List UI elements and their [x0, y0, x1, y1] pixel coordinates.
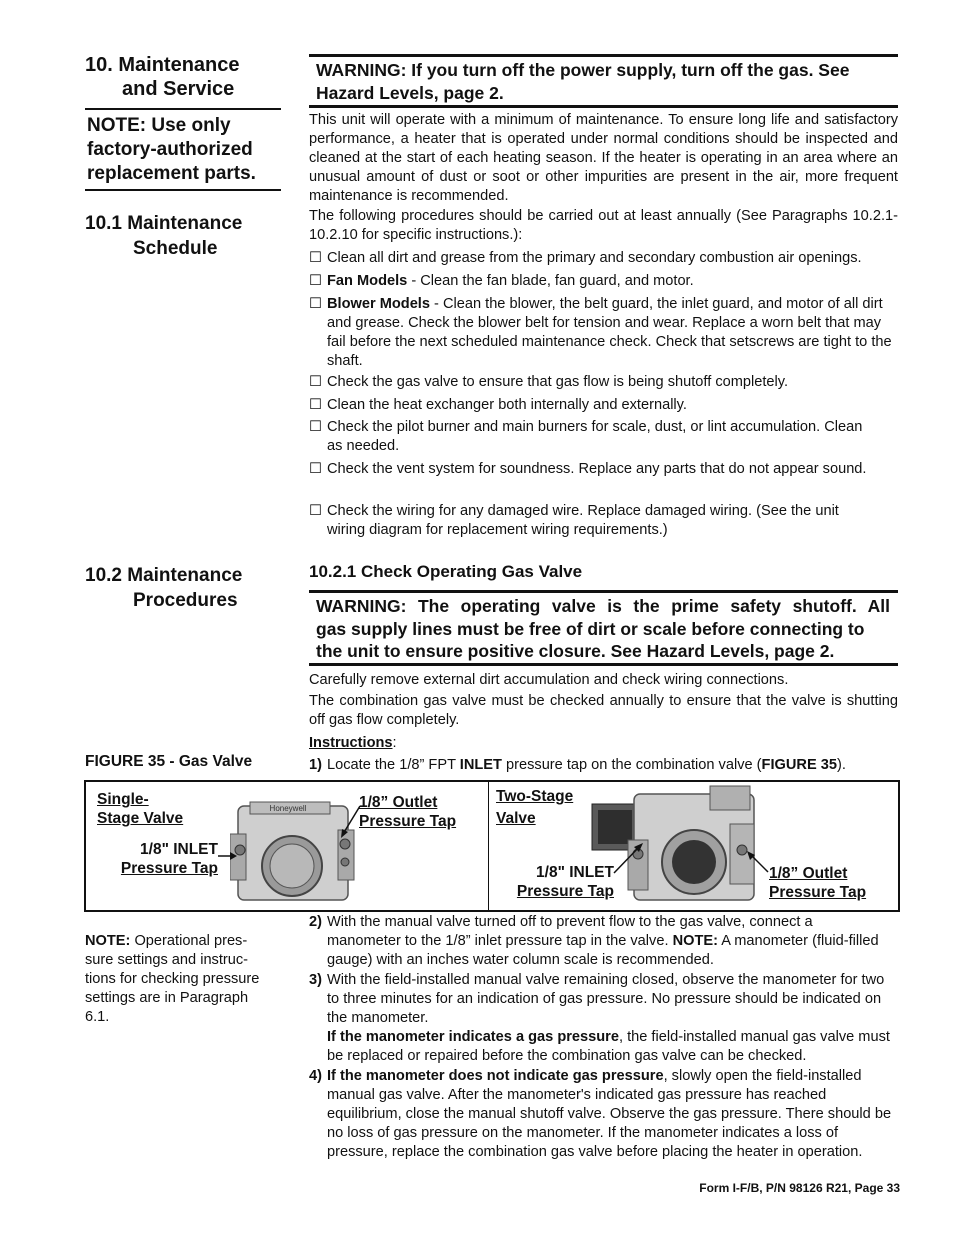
checkbox-icon: ☐ [309, 296, 323, 312]
two-inlet-l2: Pressure Tap [516, 883, 614, 900]
checklist-item [309, 272, 901, 291]
warning2-bottom-rule [309, 663, 898, 666]
step-bold: NOTE: [672, 933, 718, 949]
warning2 [316, 595, 901, 663]
section-title-line2: and Service [122, 78, 235, 100]
step-text: A manometer (fluid-filled gauge) with an inches water column scale is recommended. [327, 933, 879, 968]
checklist-item-text: - Clean the fan blade, fan guard, and motor. [407, 273, 694, 289]
step-1 [309, 756, 901, 775]
checklist-item-bold: Fan Models [327, 273, 408, 289]
step-4 [309, 1067, 901, 1162]
step-bold: FIGURE 35 [761, 757, 837, 773]
single-inlet-label [110, 840, 218, 878]
two-outlet-label [769, 864, 866, 902]
checkbox-icon: ☐ [309, 374, 323, 390]
step-text: ). [836, 757, 846, 773]
single-inlet-arrow [218, 846, 238, 866]
section-title-line1: 10. Maintenance [85, 54, 240, 76]
side-note-l3: tions for checking pressure [85, 971, 260, 987]
checklist-item [309, 249, 901, 268]
checkbox-icon: ☐ [309, 250, 323, 266]
instructions-label-text: Instructions [309, 735, 393, 751]
two-stage-l2: Valve [496, 810, 536, 827]
step-bold: INLET [459, 757, 502, 773]
step-text: , slowly open the field-installed manual gas valve. After the manometer's indicated gas pressure has reached equilibrium, close the manual shutoff valve. Observe the gas pressure. There should be no loss of gas pressure on the manometer. If the manometer indicates a loss of pressure, replace the combination gas valve before placing the heater in operation. [327, 1068, 892, 1160]
warning2-line2: gas supply lines must be free of dirt or scale before connecting to [316, 618, 865, 639]
warning1-line2: Hazard Levels, page 2. [316, 82, 504, 103]
checklist-item [309, 460, 869, 479]
checklist-item [309, 295, 901, 371]
checklist-item [309, 502, 881, 540]
figure-caption: FIGURE 35 - Gas Valve [85, 753, 253, 770]
single-outlet-l2: Pressure Tap [359, 813, 457, 830]
single-stage-l2: Stage Valve [97, 810, 184, 827]
checkbox-icon: ☐ [309, 419, 323, 435]
checkbox-icon: ☐ [309, 273, 323, 289]
checklist-item-text: - Clean the blower, the belt guard, the inlet guard, and motor of all dirt and grease. Check the blower belt for tension and wear. Replace a worn belt that may fail before the next scheduled maintenance check. Check that setscrews are tight to the shaft. [327, 296, 892, 369]
section-title [85, 53, 285, 101]
two-inlet-label [507, 863, 614, 901]
subsection-maintenance-procedures [85, 563, 285, 613]
side-note-l2: sure settings and instruc- [85, 952, 249, 968]
checklist-item-text: Check the pilot burner and main burners for scale, dust, or lint accumulation. Clean as needed. [327, 419, 863, 454]
instructions-label [309, 734, 397, 753]
checklist-item-text: Clean the heat exchanger both internally and externally. [327, 397, 687, 413]
step-text: With the field-installed manual valve remaining closed, observe the manometer for two to three minutes for an indication of gas pressure. No pressure should be indicated on the manometer. [327, 972, 885, 1026]
dirt-paragraph: Carefully remove external dirt accumulation and check wiring connections. [309, 672, 789, 688]
checklist-item-text: Check the vent system for soundness. Replace any parts that do not appear sound. [327, 461, 867, 477]
warning2-line1: WARNING: The operating valve is the prime safety shutoff. All [316, 596, 890, 616]
procedures-paragraph: The following procedures should be carried out at least annually (See Paragraphs 10.2.1-10.2.10 for specific instructions.): [309, 208, 898, 243]
warning1-bottom-rule [309, 105, 898, 108]
parts-note-line2: factory-authorized [87, 139, 253, 160]
single-inlet-l1: 1/8" INLET [140, 841, 218, 858]
step-2 [309, 913, 889, 970]
note-bottom-rule [85, 189, 281, 191]
checklist-item-text: Clean all dirt and grease from the primary and secondary combustion air openings. [327, 250, 862, 266]
checklist-item-text: Check the wiring for any damaged wire. Replace damaged wiring. (See the unit wiring diagram for replacement wiring requirements.) [327, 503, 839, 538]
sub2-line2: Procedures [133, 590, 238, 611]
two-inlet-l1: 1/8" INLET [536, 864, 614, 881]
warning1 [316, 59, 901, 104]
instructions-colon: : [392, 735, 397, 751]
checkbox-icon: ☐ [309, 461, 323, 477]
step-number: 1) [309, 757, 322, 773]
two-inlet-arrow [612, 840, 646, 876]
side-note [85, 932, 285, 1027]
step-number: 2) [309, 914, 322, 930]
checklist-item [309, 396, 901, 415]
subsection-maintenance-schedule [85, 211, 285, 261]
single-outlet-label [359, 793, 456, 831]
single-stage-l1: Single- [97, 791, 149, 808]
sub1-line1: 10.1 Maintenance [85, 213, 243, 234]
two-outlet-arrow [744, 850, 770, 874]
side-note-l1: Operational pres- [130, 933, 248, 949]
figure-divider [488, 782, 489, 910]
intro-paragraph: This unit will operate with a minimum of maintenance. To ensure long life and satisfactory performance, a heater that is operated under normal conditions should be inspected and cleaned at the start of each heating season. If the heater is operating in an area where an unusual amount of dust or soot or other impurities are present in the air, more frequent maintenance is recommended. [309, 112, 898, 204]
step-text: pressure tap on the combination valve ( [501, 757, 762, 773]
side-note-l4: settings are in Paragraph [85, 990, 249, 1006]
step-text: Locate the 1/8” FPT [327, 757, 460, 773]
two-outlet-l2: Pressure Tap [769, 884, 867, 901]
single-outlet-l1: 1/8” Outlet [359, 794, 438, 811]
sub1-line2: Schedule [133, 238, 218, 259]
checklist-item-text: Check the gas valve to ensure that gas flow is being shutoff completely. [327, 374, 789, 390]
two-outlet-l1: 1/8” Outlet [769, 865, 848, 882]
checkbox-icon: ☐ [309, 397, 323, 413]
step-text: With the manual valve turned off to prevent flow to the gas valve, connect a manometer to the 1/8” inlet pressure tap in the valve. [327, 914, 813, 949]
checklist-item [309, 373, 901, 392]
warning2-top-rule [309, 590, 898, 593]
step-bold: If the manometer indicates a gas pressure [327, 1029, 619, 1045]
note-top-rule [85, 108, 281, 110]
combo-valve-paragraph: The combination gas valve must be checked annually to ensure that the valve is shutting off gas flow completely. [309, 693, 898, 728]
side-note-label: NOTE: [85, 933, 131, 949]
parts-note-line3: replacement parts. [87, 163, 256, 184]
valve-brand-label: Honeywell [269, 804, 307, 813]
step-3 [309, 971, 899, 1066]
step-bold: If the manometer does not indicate gas pressure [327, 1068, 664, 1084]
two-stage-label [496, 787, 573, 828]
parts-note-line1: NOTE: Use only [87, 115, 231, 136]
two-stage-l1: Two-Stage [496, 788, 574, 805]
parts-note [87, 114, 283, 186]
sub2-line1: 10.2 Maintenance [85, 565, 243, 586]
subheading-check-gas-valve: 10.2.1 Check Operating Gas Valve [309, 562, 583, 581]
checkbox-icon: ☐ [309, 503, 323, 519]
side-note-l5: 6.1. [85, 1009, 110, 1025]
checklist-item-bold: Blower Models [327, 296, 430, 312]
step-number: 4) [309, 1068, 322, 1084]
checklist-item [309, 418, 869, 456]
single-stage-valve-image [230, 800, 355, 905]
warning2-line3: the unit to ensure positive closure. See Hazard Levels, page 2. [316, 641, 835, 661]
single-stage-label [97, 790, 183, 828]
warning1-line1: WARNING: If you turn off the power supply, turn off the gas. See [316, 60, 850, 80]
step-text: , the field-installed manual gas valve must be replaced or repaired before the combination gas valve can be checked. [327, 1029, 890, 1064]
single-inlet-l2: Pressure Tap [120, 860, 218, 877]
warning1-top-rule [309, 54, 898, 57]
page-footer: Form I-F/B, P/N 98126 R21, Page 33 [699, 1181, 900, 1195]
step-number: 3) [309, 972, 322, 988]
